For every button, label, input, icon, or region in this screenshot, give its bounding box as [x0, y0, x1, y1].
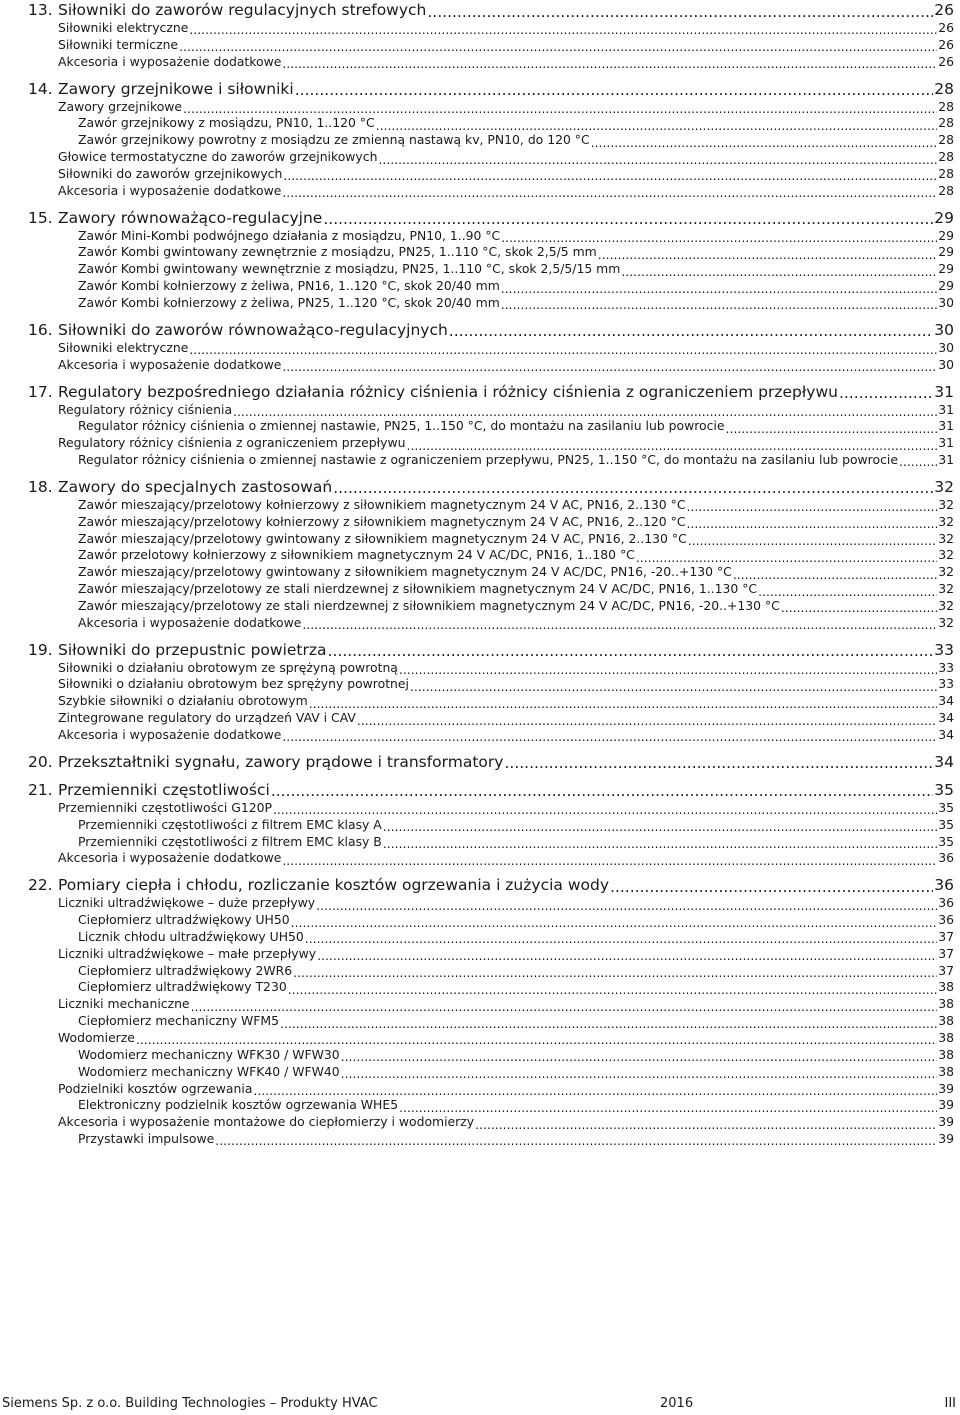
toc-entry-title: Siłowniki o działaniu obrotowym bez sprężyny powrotnej	[58, 676, 409, 692]
dot-leader	[686, 518, 937, 530]
toc-entry-page-number: 35	[938, 816, 954, 832]
toc-entry[interactable]	[28, 183, 954, 200]
toc-entry-page-number: 28	[938, 98, 954, 114]
dot-leader	[758, 586, 937, 598]
dot-leader	[839, 386, 933, 402]
toc-entry-title: Akcesoria i wyposażenie montażowe do ciepłomierzy i wodomierzy	[58, 1114, 475, 1130]
chapter-page-number: 31	[934, 382, 954, 401]
toc-entry[interactable]	[28, 1097, 954, 1114]
chapter-number: 19.	[28, 640, 53, 659]
dot-leader	[378, 154, 937, 166]
toc-entry-title: Siłowniki termiczne	[58, 36, 179, 52]
toc-entry-title: Zawór mieszający/przelotowy gwintowany z siłownikiem magnetycznym 24 V AC, PN16, 2..130 °C	[78, 530, 687, 546]
toc-entry-page-number: 28	[938, 165, 954, 181]
toc-entry[interactable]	[28, 418, 954, 435]
toc-entry-title: Głowice termostatyczne do zaworów grzejnikowych	[58, 149, 378, 165]
dot-leader	[427, 5, 933, 21]
toc-entry[interactable]	[28, 581, 954, 598]
toc-chapter-heading[interactable]	[28, 320, 954, 340]
toc-entry-title: Zintegrowane regulatory do urządzeń VAV i CAV	[58, 710, 356, 726]
chapter-number: 21.	[28, 780, 53, 799]
dot-leader	[504, 756, 933, 772]
toc-chapter-heading[interactable]	[28, 208, 954, 228]
toc-entry-title: Szybkie siłowniki o działaniu obrotowym	[58, 693, 308, 709]
toc-entry-page-number: 28	[938, 149, 954, 165]
dot-leader	[283, 170, 937, 182]
dot-leader	[291, 917, 938, 929]
dot-leader	[341, 1051, 938, 1063]
toc-entry-page-number: 31	[938, 418, 954, 434]
toc-entry-title: Regulatory różnicy ciśnienia z ograniczeniem przepływu	[58, 435, 406, 451]
toc-entry[interactable]	[28, 817, 954, 834]
toc-entry-page-number: 29	[938, 244, 954, 260]
dot-leader	[302, 619, 937, 631]
toc-entry-title: Zawór mieszający/przelotowy ze stali nierdzewnej z siłownikiem magnetycznym 24 V AC/DC, PN16, 1..130 °C	[78, 581, 758, 597]
toc-entry[interactable]	[28, 435, 954, 452]
toc-entry-title: Ciepłomierz ultradźwiękowy 2WR6	[78, 962, 293, 978]
toc-entry-page-number: 36	[938, 895, 954, 911]
toc-entry[interactable]	[28, 149, 954, 166]
dot-leader	[501, 299, 937, 311]
dot-leader	[316, 900, 937, 912]
toc-entry-title: Liczniki ultradźwiękowe – duże przepływy	[58, 895, 316, 911]
toc-entry[interactable]	[28, 244, 954, 261]
toc-entry-title: Liczniki ultradźwiękowe – małe przepływy	[58, 945, 317, 961]
toc-entry[interactable]	[28, 996, 954, 1013]
toc-entry-title: Zawór Kombi kołnierzowy z żeliwa, PN25, 1..120 °C, skok 20/40 mm	[78, 294, 500, 310]
dot-leader	[341, 1068, 938, 1080]
toc-entry-title: Zawór Kombi gwintowany zewnętrznie z mosiądzu, PN25, 1..110 °C, skok 2,5/5 mm	[78, 244, 597, 260]
toc-entry[interactable]	[28, 850, 954, 867]
toc-entry-page-number: 32	[938, 564, 954, 580]
dot-leader	[323, 212, 933, 228]
toc-entry-page-number: 36	[938, 912, 954, 928]
toc-section	[28, 875, 954, 1148]
dot-leader	[295, 83, 934, 99]
dot-leader	[501, 283, 937, 295]
dot-leader	[726, 423, 938, 435]
dot-leader	[591, 137, 938, 149]
dot-leader	[383, 821, 937, 833]
chapter-number: 13.	[28, 1, 53, 19]
chapter-page-number: 28	[934, 79, 954, 98]
chapter-title	[28, 875, 609, 895]
chapter-title-text: Pomiary ciepła i chłodu, rozliczanie kosztów ogrzewania i zużycia wody	[58, 876, 609, 895]
toc-entry-page-number: 35	[938, 799, 954, 815]
dot-leader	[407, 440, 938, 452]
dot-leader	[383, 838, 937, 850]
dot-leader	[309, 698, 938, 710]
toc-entry-page-number: 39	[938, 1131, 954, 1147]
toc-entry[interactable]	[28, 295, 954, 312]
toc-entry-title: Liczniki mechaniczne	[58, 996, 190, 1012]
toc-entry[interactable]	[28, 166, 954, 183]
toc-entry-page-number: 29	[938, 278, 954, 294]
toc-entry-page-number: 34	[938, 727, 954, 742]
dot-leader	[598, 249, 937, 261]
toc-entry-page-number: 36	[938, 850, 954, 866]
toc-entry-title: Zawór mieszający/przelotowy kołnierzowy z siłownikiem magnetycznym 24 V AC, PN16, 2..120 °C	[78, 513, 686, 529]
toc-section	[28, 640, 954, 744]
chapter-title-text: Zawory grzejnikowe i siłowniki	[58, 79, 294, 98]
dot-leader	[399, 1102, 937, 1114]
toc-entry-title: Akcesoria i wyposażenie dodatkowe	[58, 850, 282, 866]
toc-entry-page-number: 38	[938, 1046, 954, 1062]
toc-entry[interactable]	[28, 514, 954, 531]
toc-section	[28, 208, 954, 312]
chapter-title	[28, 752, 503, 772]
toc-entry-page-number: 32	[938, 496, 954, 512]
chapter-title-text: Zawory równoważąco-regulacyjne	[58, 208, 323, 227]
toc-entry[interactable]	[28, 531, 954, 548]
toc-entry-page-number: 30	[938, 339, 954, 355]
toc-entry-page-number: 32	[938, 547, 954, 563]
dot-leader	[233, 406, 937, 418]
toc-entry[interactable]	[28, 1114, 954, 1131]
toc-entry-page-number: 33	[938, 659, 954, 675]
chapter-title-text: Siłowniki do przepustnic powietrza	[58, 640, 327, 659]
toc-entry-title: Zawory grzejnikowe	[58, 98, 183, 114]
dot-leader	[282, 731, 937, 743]
chapter-page-number: 29	[934, 208, 954, 227]
chapter-title-text: Siłowniki do zaworów równoważąco-regulacyjnych	[58, 320, 448, 339]
dot-leader	[688, 535, 937, 547]
toc-section	[28, 320, 954, 374]
toc-entry-page-number: 26	[938, 20, 954, 35]
toc-chapter-heading[interactable]	[28, 79, 954, 99]
dot-leader	[501, 232, 937, 244]
toc-entry-page-number: 38	[938, 1029, 954, 1045]
chapter-title	[28, 208, 322, 228]
chapter-title	[28, 320, 448, 340]
toc-entry-page-number: 34	[938, 710, 954, 726]
chapter-page-number: 35	[934, 780, 954, 799]
toc-entry-title: Siłowniki elektryczne	[58, 20, 189, 35]
toc-entry[interactable]	[28, 1030, 954, 1047]
chapter-page-number: 34	[934, 752, 954, 771]
toc-entry-page-number: 31	[938, 452, 954, 468]
dot-leader	[282, 187, 937, 199]
toc-entry-page-number: 35	[938, 833, 954, 849]
dot-leader	[686, 501, 937, 513]
dot-leader	[317, 950, 937, 962]
dot-leader	[293, 967, 937, 979]
toc-entry-page-number: 31	[938, 435, 954, 451]
dot-leader	[282, 361, 937, 373]
toc-entry-page-number: 32	[938, 597, 954, 613]
toc-entry[interactable]	[28, 1131, 954, 1148]
chapter-title	[28, 780, 270, 800]
toc-entry[interactable]	[28, 547, 954, 564]
toc-entry-title: Ciepłomierz ultradźwiękowy UH50	[78, 912, 290, 928]
toc-section	[28, 382, 954, 469]
toc-entry-page-number: 37	[938, 945, 954, 961]
toc-entry[interactable]	[28, 228, 954, 245]
toc-chapter-heading[interactable]	[28, 780, 954, 800]
toc-entry-title: Przemienniki częstotliwości z filtrem EMC klasy A	[78, 816, 382, 832]
toc-entry[interactable]	[28, 963, 954, 980]
dot-leader	[273, 804, 937, 816]
dot-leader	[357, 715, 937, 727]
toc-entry-title: Elektroniczny podzielnik kosztów ogrzewania WHE5	[78, 1097, 399, 1113]
toc-entry[interactable]	[28, 115, 954, 132]
chapter-title	[28, 0, 426, 20]
toc-entry-title: Regulator różnicy ciśnienia o zmiennej nastawie z ograniczeniem przepływu, PN25, 1..150 °C, do montażu na zasilaniu lub powrocie	[78, 452, 898, 468]
chapter-number: 20.	[28, 752, 53, 771]
toc-entry[interactable]	[28, 660, 954, 677]
dot-leader	[899, 456, 937, 468]
chapter-page-number: 32	[934, 477, 954, 496]
chapter-number: 17.	[28, 382, 53, 401]
toc-chapter-heading[interactable]	[28, 382, 954, 402]
toc-section	[28, 752, 954, 772]
toc-entry[interactable]	[28, 979, 954, 996]
toc-entry[interactable]	[28, 564, 954, 581]
toc-entry-page-number: 39	[938, 1097, 954, 1113]
chapter-number: 18.	[28, 477, 53, 496]
toc-entry-title: Akcesoria i wyposażenie dodatkowe	[78, 614, 302, 630]
toc-entry-page-number: 39	[938, 1114, 954, 1130]
toc-entry-page-number: 29	[938, 227, 954, 243]
toc-entry[interactable]	[28, 710, 954, 727]
toc-entry-page-number: 28	[938, 115, 954, 131]
footer-page-number: III	[944, 1396, 956, 1411]
toc-section	[28, 0, 954, 71]
table-of-contents	[28, 0, 954, 1156]
dot-leader	[288, 984, 938, 996]
toc-entry[interactable]	[28, 1064, 954, 1081]
toc-entry-page-number: 37	[938, 962, 954, 978]
toc-entry-title: Siłowniki elektryczne	[58, 339, 189, 355]
chapter-title	[28, 382, 838, 402]
toc-entry-title: Ciepłomierz mechaniczny WFM5	[78, 1013, 279, 1029]
toc-chapter-heading[interactable]	[28, 0, 954, 20]
toc-entry-page-number: 29	[938, 261, 954, 277]
dot-leader	[475, 1119, 937, 1131]
toc-entry-title: Zawór mieszający/przelotowy ze stali nierdzewnej z siłownikiem magnetycznym 24 V AC/DC, PN16, -20..+130 °C	[78, 597, 780, 613]
toc-entry[interactable]	[28, 598, 954, 615]
toc-entry[interactable]	[28, 1047, 954, 1064]
dot-leader	[636, 552, 937, 564]
toc-entry-title: Podzielniki kosztów ogrzewania	[58, 1080, 253, 1096]
toc-entry[interactable]	[28, 452, 954, 469]
toc-entry-page-number: 34	[938, 693, 954, 709]
toc-entry-title: Zawór grzejnikowy powrotny z mosiądzu ze zmienną nastawą kv, PN10, do 120 °C	[78, 132, 590, 148]
toc-entry[interactable]	[28, 946, 954, 963]
dot-leader	[328, 644, 934, 660]
toc-entry-title: Ciepłomierz ultradźwiękowy T230	[78, 979, 287, 995]
toc-entry[interactable]	[28, 1013, 954, 1030]
toc-entry-title: Regulator różnicy ciśnienia o zmiennej nastawie, PN25, 1..150 °C, do montażu na zasilaniu lub powrocie	[78, 418, 725, 434]
dot-leader	[253, 1085, 937, 1097]
toc-entry-title: Siłowniki do zaworów grzejnikowych	[58, 165, 283, 181]
toc-entry-title: Wodomierz mechaniczny WFK40 / WFW40	[78, 1063, 340, 1079]
dot-leader	[733, 569, 937, 581]
toc-entry-page-number: 38	[938, 979, 954, 995]
toc-section	[28, 79, 954, 200]
toc-entry-title: Przystawki impulsowe	[78, 1131, 215, 1147]
toc-entry-title: Zawór Kombi gwintowany wewnętrznie z mosiądzu, PN25, 1..110 °C, skok 2,5/5/15 mm	[78, 261, 621, 277]
dot-leader	[189, 24, 937, 36]
dot-leader	[449, 324, 933, 340]
footer-company: Siemens Sp. z o.o. Building Technologies – Produkty HVAC	[2, 1396, 378, 1411]
chapter-number: 14.	[28, 79, 53, 98]
dot-leader	[333, 481, 933, 497]
dot-leader	[136, 1034, 937, 1046]
toc-entry-page-number: 37	[938, 928, 954, 944]
toc-entry[interactable]	[28, 402, 954, 419]
chapter-title	[28, 477, 332, 497]
toc-chapter-heading[interactable]	[28, 477, 954, 497]
chapter-number: 22.	[28, 876, 53, 895]
toc-entry-title: Wodomierze	[58, 1029, 135, 1045]
chapter-page-number: 36	[934, 876, 954, 895]
toc-entry-title: Akcesoria i wyposażenie dodatkowe	[58, 356, 282, 372]
chapter-title	[28, 640, 327, 660]
toc-entry-page-number: 31	[938, 401, 954, 417]
toc-entry-page-number: 38	[938, 996, 954, 1012]
toc-entry-page-number: 30	[938, 294, 954, 310]
dot-leader	[280, 1018, 937, 1030]
dot-leader	[179, 41, 937, 53]
dot-leader	[183, 103, 937, 115]
chapter-page-number: 30	[934, 320, 954, 339]
toc-chapter-heading[interactable]	[28, 875, 954, 895]
chapter-title-text: Przekształtniki sygnału, zawory prądowe i transformatory	[58, 752, 504, 771]
chapter-page-number: 26	[934, 1, 954, 19]
toc-entry[interactable]	[28, 727, 954, 744]
chapter-number: 16.	[28, 320, 53, 339]
toc-entry-page-number: 38	[938, 1063, 954, 1079]
toc-entry[interactable]	[28, 834, 954, 851]
toc-entry-title: Wodomierz mechaniczny WFK30 / WFW30	[78, 1046, 340, 1062]
toc-section	[28, 780, 954, 867]
dot-leader	[282, 855, 937, 867]
toc-entry[interactable]	[28, 1081, 954, 1098]
dot-leader	[376, 120, 938, 132]
dot-leader	[621, 266, 937, 278]
toc-entry-page-number: 30	[938, 356, 954, 372]
toc-entry[interactable]	[28, 929, 954, 946]
toc-chapter-heading[interactable]	[28, 640, 954, 660]
chapter-number: 15.	[28, 208, 53, 227]
toc-entry-page-number: 39	[938, 1080, 954, 1096]
toc-entry[interactable]	[28, 357, 954, 374]
toc-entry-title: Akcesoria i wyposażenie dodatkowe	[58, 182, 282, 198]
toc-entry-page-number: 32	[938, 530, 954, 546]
chapter-page-number: 33	[934, 640, 954, 659]
dot-leader	[410, 681, 937, 693]
toc-entry-title: Zawór mieszający/przelotowy kołnierzowy z siłownikiem magnetycznym 24 V AC, PN16, 2..130 °C	[78, 496, 686, 512]
toc-entry-title: Zawór Mini-Kombi podwójnego działania z mosiądzu, PN10, 1..90 °C	[78, 227, 501, 243]
dot-leader	[271, 784, 933, 800]
toc-entry-title: Zawór grzejnikowy z mosiądzu, PN10, 1..120 °C	[78, 115, 375, 131]
dot-leader	[610, 880, 933, 896]
toc-entry-title: Zawór przelotowy kołnierzowy z siłownikiem magnetycznym 24 V AC/DC, PN16, 1..180 °C	[78, 547, 635, 563]
dot-leader	[215, 1135, 937, 1147]
page-footer	[0, 1396, 958, 1414]
toc-entry-title: Licznik chłodu ultradźwiękowy UH50	[78, 928, 304, 944]
toc-entry-title: Przemienniki częstotliwości G120P	[58, 799, 272, 815]
toc-entry-page-number: 26	[938, 53, 954, 69]
toc-entry[interactable]	[28, 340, 954, 357]
toc-entry-title: Przemienniki częstotliwości z filtrem EMC klasy B	[78, 833, 382, 849]
toc-entry-title: Zawór Kombi kołnierzowy z żeliwa, PN16, 1..120 °C, skok 20/40 mm	[78, 278, 500, 294]
toc-entry[interactable]	[28, 278, 954, 295]
footer-year: 2016	[660, 1396, 694, 1411]
toc-entry[interactable]	[28, 693, 954, 710]
chapter-title-text: Siłowniki do zaworów regulacyjnych strefowych	[58, 1, 427, 19]
toc-entry[interactable]	[28, 912, 954, 929]
dot-leader	[399, 664, 937, 676]
toc-entry-page-number: 32	[938, 614, 954, 630]
chapter-title	[28, 79, 294, 99]
toc-entry[interactable]	[28, 37, 954, 54]
dot-leader	[189, 344, 937, 356]
toc-entry-page-number: 28	[938, 182, 954, 198]
toc-section	[28, 477, 954, 632]
toc-entry-page-number: 32	[938, 513, 954, 529]
toc-entry-title: Akcesoria i wyposażenie dodatkowe	[58, 53, 282, 69]
toc-entry[interactable]	[28, 20, 954, 37]
toc-entry-page-number: 26	[938, 36, 954, 52]
dot-leader	[305, 933, 937, 945]
toc-entry[interactable]	[28, 497, 954, 514]
toc-entry-page-number: 38	[938, 1013, 954, 1029]
chapter-title-text: Przemienniki częstotliwości	[58, 780, 270, 799]
toc-entry[interactable]	[28, 99, 954, 116]
dot-leader	[191, 1001, 938, 1013]
toc-entry[interactable]	[28, 800, 954, 817]
toc-entry[interactable]	[28, 895, 954, 912]
chapter-title-text: Regulatory bezpośredniego działania różnicy ciśnienia i różnicy ciśnienia z ograniczeniem przepływu	[58, 382, 838, 401]
toc-entry-page-number: 33	[938, 676, 954, 692]
toc-entry-title: Siłowniki o działaniu obrotowym ze sprężyną powrotną	[58, 659, 398, 675]
toc-entry[interactable]	[28, 261, 954, 278]
toc-entry[interactable]	[28, 54, 954, 71]
toc-entry[interactable]	[28, 615, 954, 632]
toc-entry-page-number: 32	[938, 581, 954, 597]
dot-leader	[781, 602, 937, 614]
toc-entry[interactable]	[28, 676, 954, 693]
toc-entry-title: Akcesoria i wyposażenie dodatkowe	[58, 727, 282, 742]
toc-entry-page-number: 28	[938, 132, 954, 148]
toc-entry-title: Zawór mieszający/przelotowy gwintowany z siłownikiem magnetycznym 24 V AC/DC, PN16, -20..+130 °C	[78, 564, 732, 580]
toc-chapter-heading[interactable]	[28, 752, 954, 772]
dot-leader	[282, 58, 937, 70]
toc-entry[interactable]	[28, 132, 954, 149]
chapter-title-text: Zawory do specjalnych zastosowań	[58, 477, 333, 496]
toc-entry-title: Regulatory różnicy ciśnienia	[58, 401, 233, 417]
